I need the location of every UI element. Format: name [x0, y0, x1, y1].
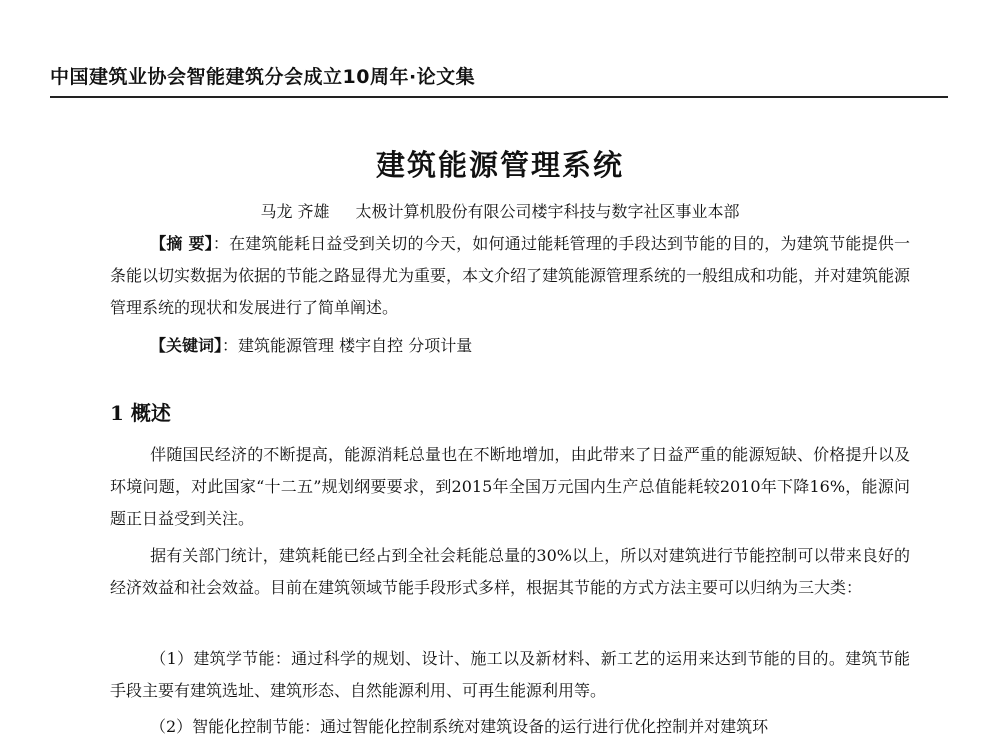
paragraph-text: （2）智能化控制节能：通过智能化控制系统对建筑设备的运行进行优化控制并对建筑环: [150, 717, 769, 736]
body-paragraph-3: [110, 643, 910, 707]
keywords-paragraph: [110, 330, 910, 362]
keywords-text: ：建筑能源管理 楼宇自控 分项计量: [222, 336, 473, 355]
abstract-text: ：在建筑能耗日益受到关切的今天，如何通过能耗管理的手段达到节能的目的，为建筑节能提供一条能以切实数据为依据的节能之路显得尤为重要，本文介绍了建筑能源管理系统的一般组成和功能，并对建筑能源管理系统的现状和发展进行了简单阐述。: [110, 234, 911, 317]
paper-title: 建筑能源管理系统: [375, 148, 624, 182]
paragraph-text: （1）建筑学节能：通过科学的规划、设计、施工以及新材料、新工艺的运用来达到节能的目的。建筑节能手段主要有建筑选址、建筑形态、自然能源利用、可再生能源利用等。: [110, 649, 910, 700]
body-paragraph-1: [110, 439, 910, 535]
body-paragraph-4: [110, 711, 910, 743]
header-rule: [50, 96, 948, 98]
affiliation: 太极计算机股份有限公司楼宇科技与数字社区事业本部: [355, 202, 740, 221]
section-heading: 1 概述: [110, 401, 171, 425]
paragraph-text: 据有关部门统计，建筑耗能已经占到全社会耗能总量的30%以上，所以对建筑进行节能控制可以带来良好的经济效益和社会效益。目前在建筑领域节能手段形式多样，根据其节能的方式方法主要可以归纳为三大类：: [110, 546, 910, 597]
authors: 马龙 齐雄: [260, 202, 330, 221]
paragraph-text: 伴随国民经济的不断提高，能源消耗总量也在不断地增加，由此带来了日益严重的能源短缺、价格提升以及环境问题，对此国家“十二五”规划纲要要求，到2015年全国万元国内生产总值能耗较2010年下降16%，能源问题正日益受到关注。: [110, 445, 910, 528]
abstract-label: 【摘 要】: [150, 234, 213, 253]
author-line: [0, 199, 1000, 222]
body-paragraph-2: [110, 540, 910, 604]
journal-header: 中国建筑业协会智能建筑分会成立10周年·论文集: [50, 66, 476, 88]
keywords-label: 【关键词】: [150, 336, 223, 355]
abstract-paragraph: [110, 228, 910, 324]
